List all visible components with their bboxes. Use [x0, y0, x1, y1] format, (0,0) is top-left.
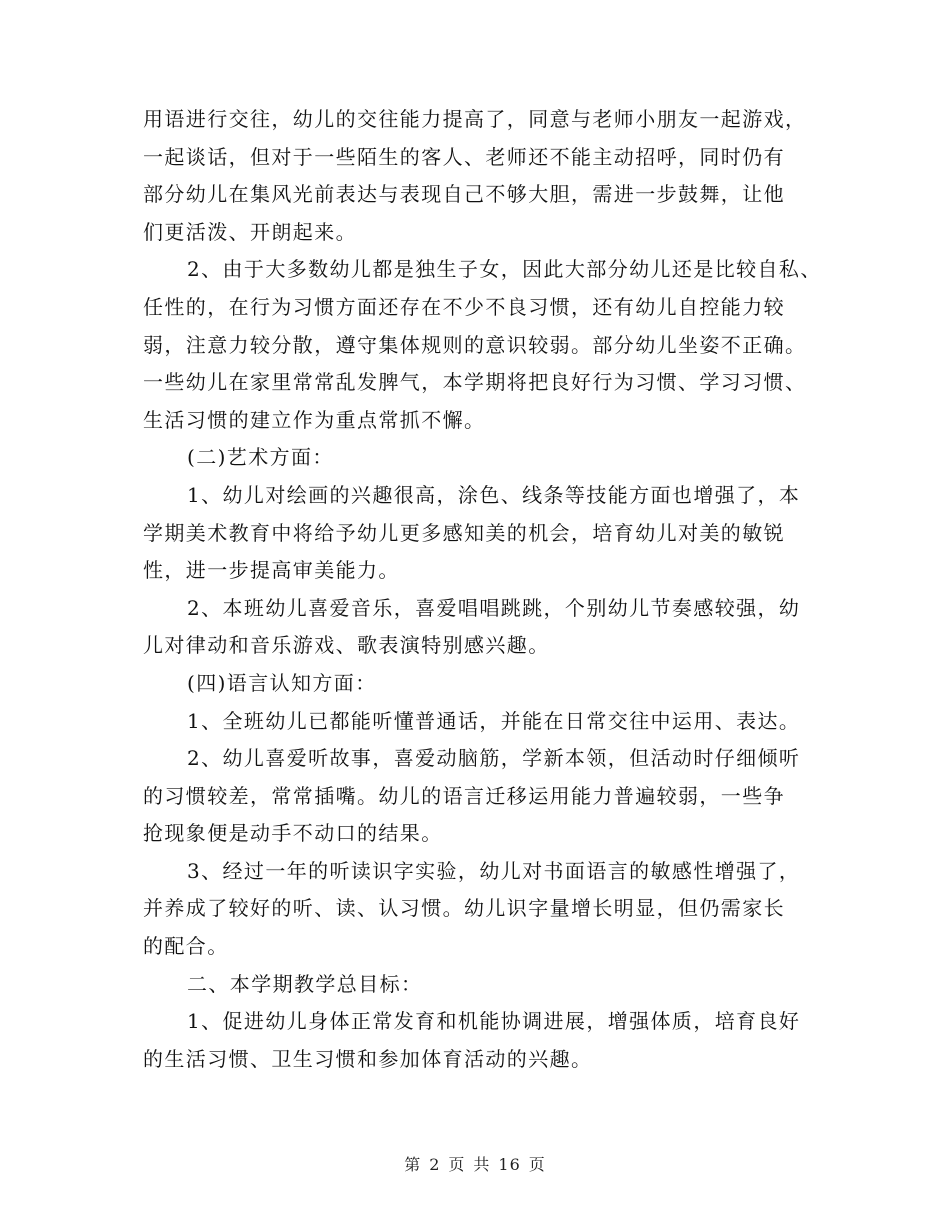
- paragraph-start-line: 3、经过一年的听读识字实验，幼儿对书面语言的敏感性增强了，: [187, 858, 801, 883]
- text-line: 们更活泼、开朗起来。: [143, 219, 357, 244]
- text-line: 用语进行交往，幼儿的交往能力提高了，同意与老师小朋友一起游戏，: [143, 107, 807, 131]
- section-heading: (四)语言认知方面：: [187, 670, 377, 695]
- paragraph-start-line: 2、由于大多数幼儿都是独生子女，因此大部分幼儿还是比较自私、: [187, 257, 822, 282]
- paragraph-start-line: 2、幼儿喜爱听故事，喜爱动脑筋，学新本领，但活动时仔细倾听: [187, 746, 801, 771]
- text-line: 一些幼儿在家里常常乱发脾气，本学期将把良好行为习惯、学习习惯、: [143, 370, 807, 395]
- text-line: 的习惯较差，常常插嘴。幼儿的语言迁移运用能力普遍较弱，一些争: [143, 783, 785, 808]
- section-heading: 二、本学期教学总目标：: [187, 971, 423, 996]
- footer-total-word: 共: [473, 1155, 491, 1174]
- text-line: 的生活习惯、卫生习惯和参加体育活动的兴趣。: [143, 1046, 593, 1071]
- text-line: 生活习惯的建立作为重点常抓不懈。: [143, 407, 486, 432]
- text-line: 的配合。: [143, 934, 229, 959]
- document-body: [143, 101, 823, 1078]
- paragraph-start-line: 1、全班幼儿已都能听懂普通话，并能在日常交往中运用、表达。: [187, 708, 801, 733]
- text-line: 儿对律动和音乐游戏、歌表演特别感兴趣。: [143, 633, 550, 658]
- total-pages-number: 16: [498, 1155, 521, 1174]
- text-line: 并养成了较好的听、读、认习惯。幼儿识字量增长明显，但仍需家长: [143, 896, 785, 921]
- paragraph-start-line: 1、幼儿对绘画的兴趣很高，涂色、线条等技能方面也增强了，本: [187, 482, 801, 507]
- text-line: 一起谈话，但对于一些陌生的客人、老师还不能主动招呼，同时仍有: [143, 144, 785, 169]
- section-heading: (二)艺术方面：: [187, 445, 334, 470]
- page-footer: [0, 1152, 950, 1175]
- text-line: 任性的，在行为习惯方面还存在不少不良习惯，还有幼儿自控能力较: [143, 294, 785, 319]
- footer-prefix: 第: [404, 1155, 422, 1174]
- paragraph-start-line: 1、促进幼儿身体正常发育和机能协调进展，增强体质，培育良好: [187, 1009, 801, 1034]
- text-line: 性，进一步提高审美能力。: [143, 558, 400, 583]
- text-line: 学期美术教育中将给予幼儿更多感知美的机会，培育幼儿对美的敏锐: [143, 520, 785, 545]
- footer-page-word: 页: [448, 1155, 466, 1174]
- text-line: 部分幼儿在集风光前表达与表现自己不够大胆，需进一步鼓舞，让他: [143, 182, 785, 207]
- text-line: 弱，注意力较分散，遵守集体规则的意识较弱。部分幼儿坐姿不正确。: [143, 332, 807, 357]
- footer-suffix: 页: [528, 1155, 546, 1174]
- text-line: 抢现象便是动手不动口的结果。: [143, 821, 443, 846]
- current-page-number: 2: [429, 1155, 441, 1174]
- paragraph-start-line: 2、本班幼儿喜爱音乐，喜爱唱唱跳跳，个别幼儿节奏感较强，幼: [187, 595, 801, 620]
